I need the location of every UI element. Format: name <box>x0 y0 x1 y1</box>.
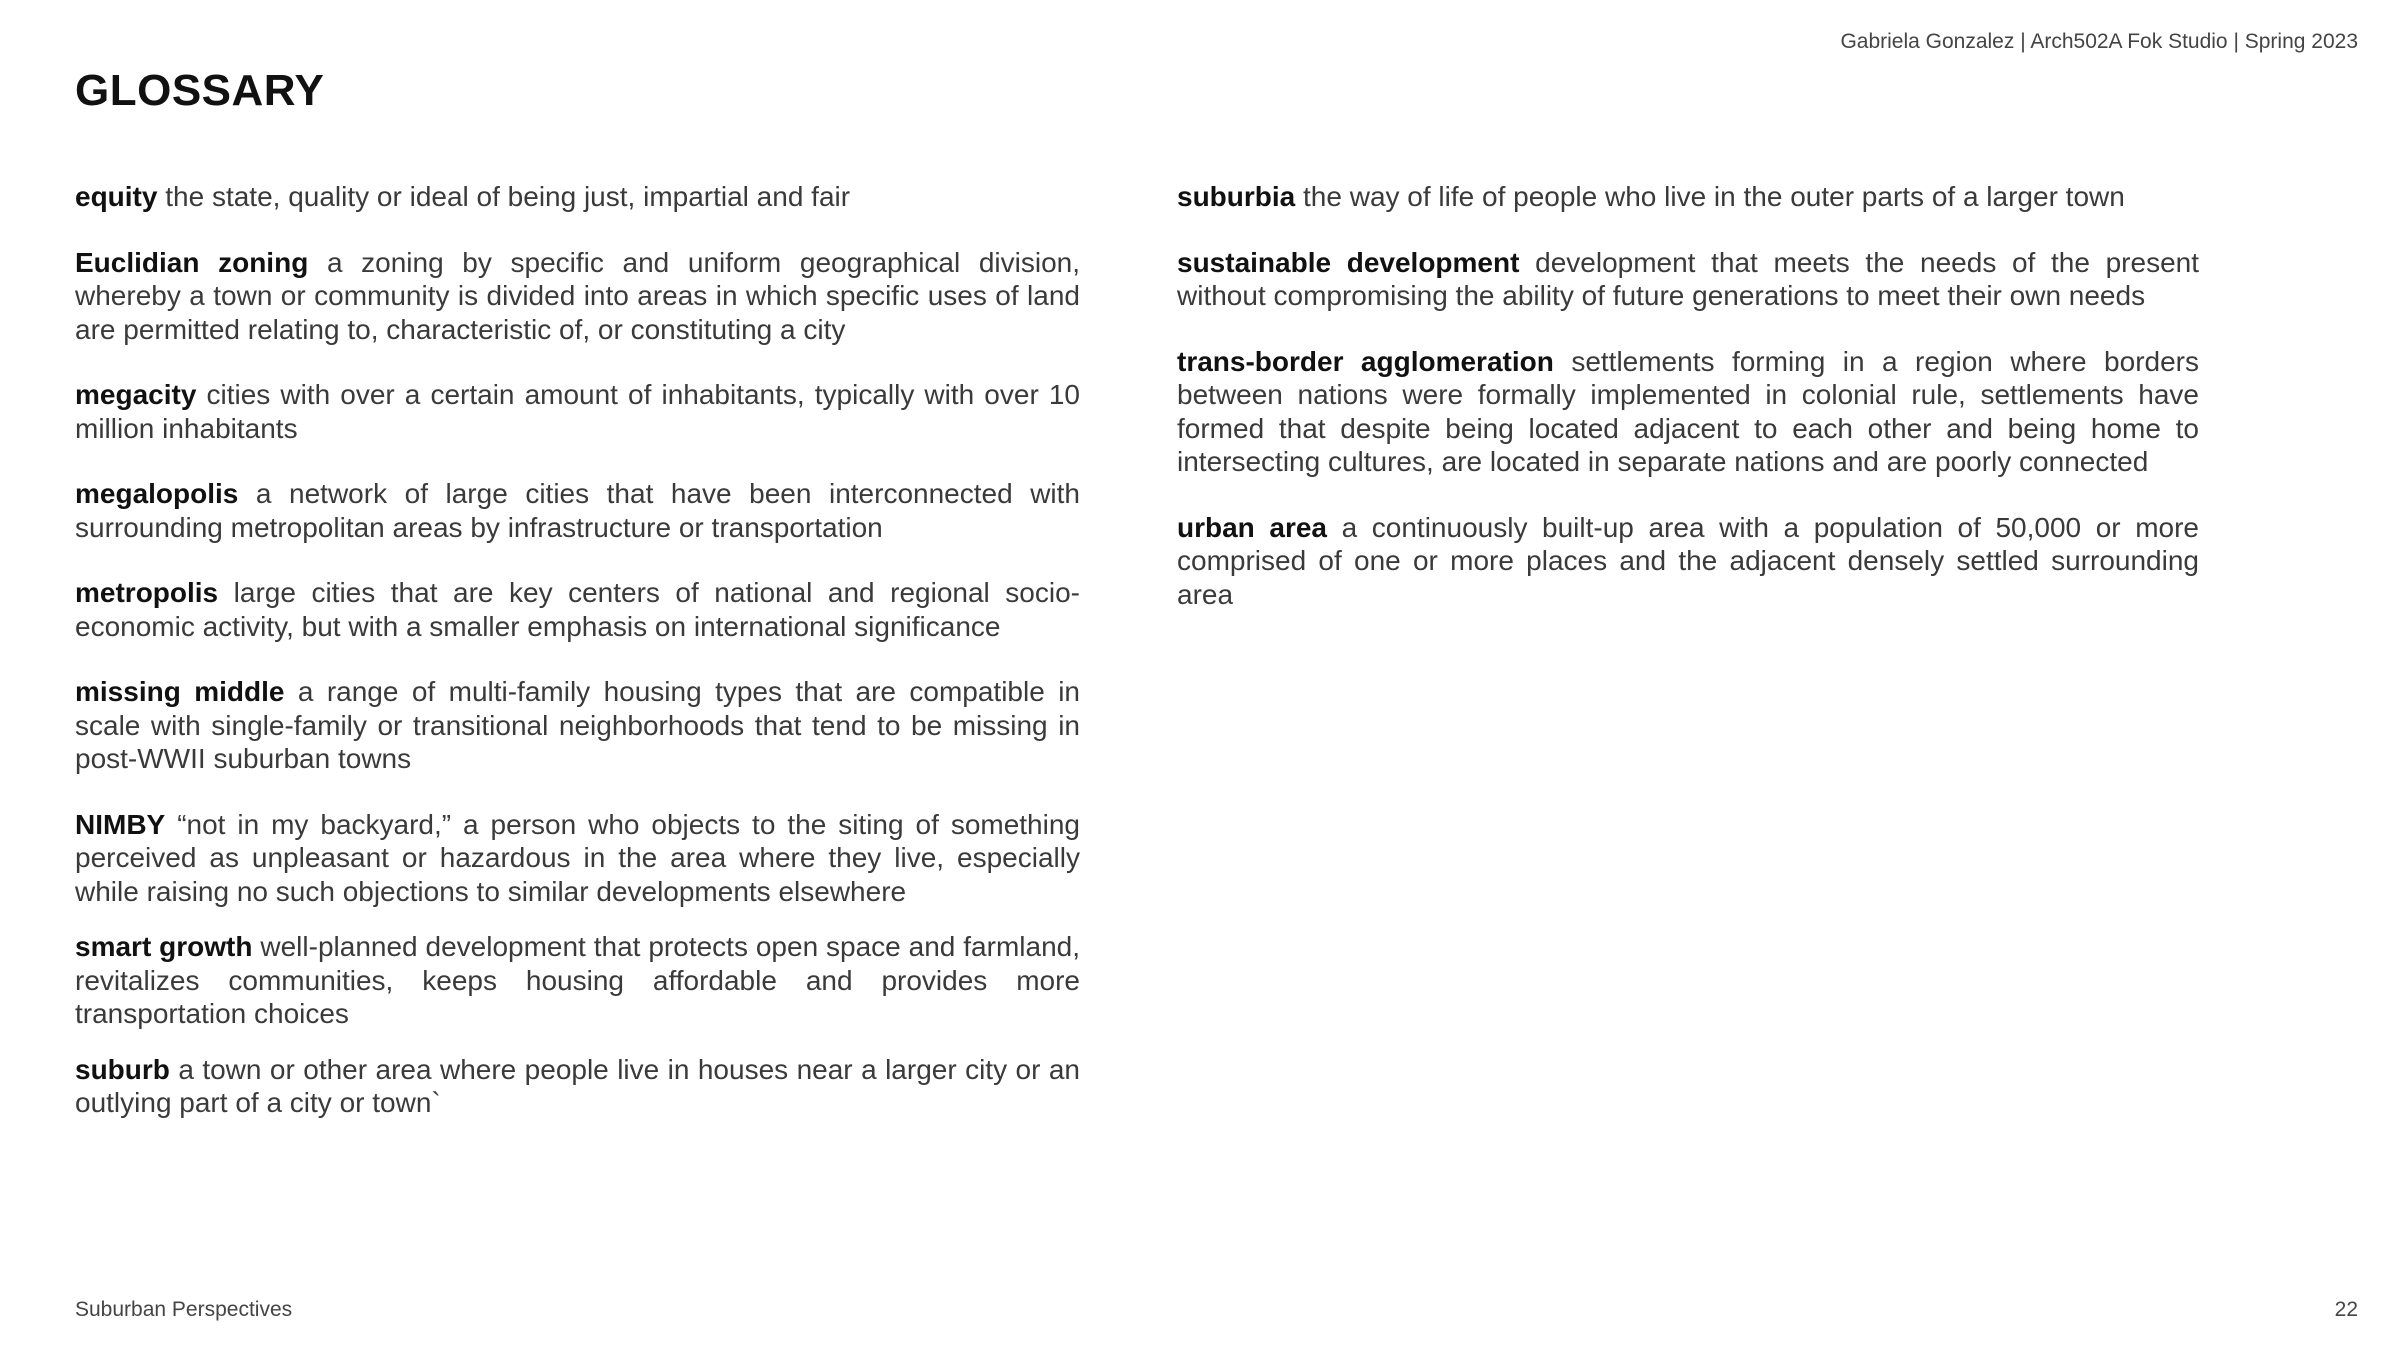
glossary-definition: the way of life of people who live in the outer parts of a larger town <box>1303 181 2125 212</box>
glossary-term: trans-border agglomeration <box>1177 345 1554 377</box>
glossary-entry-missing-middle <box>75 675 1080 776</box>
glossary-term: smart growth <box>75 931 253 962</box>
glossary-term: urban area <box>1177 511 1327 543</box>
glossary-entry-euclidian-zoning <box>75 246 1080 347</box>
glossary-definition: the state, quality or ideal of being just, impartial and fair <box>165 181 851 212</box>
header-credit: Gabriela Gonzalez | Arch502A Fok Studio | Spring 2023 <box>1840 30 2358 53</box>
glossary-definition: settlements forming in a region where borders between nations were formally implemented in colonial rule, settlements have formed that despite being located adjacent to each other and being home to intersecting cultures, are located in separate nations and are poorly connected <box>1177 345 2199 477</box>
glossary-definition: well-planned development that protects open space and farmland, revitalizes communities, keeps housing affordable and provides more transportation choices <box>75 931 1080 1029</box>
glossary-definition: “not in my backyard,” a person who objects to the siting of something perceived as unpleasant or hazardous in the area where they live, especially while raising no such objections to similar developments elsewhere <box>75 808 1080 907</box>
glossary-entry-sustainable-development <box>1177 246 2199 313</box>
glossary-term: metropolis <box>75 577 219 608</box>
glossary-term: suburbia <box>1177 181 1296 212</box>
glossary-right-column <box>1177 180 2199 643</box>
glossary-entry-smart-growth <box>75 930 1080 1031</box>
glossary-term: Euclidian zoning <box>75 246 309 278</box>
glossary-left-column <box>75 180 1080 1152</box>
glossary-entry-suburbia <box>1177 180 2199 214</box>
glossary-entry-megalopolis <box>75 477 1080 544</box>
glossary-entry-megacity <box>75 378 1080 445</box>
glossary-definition: large cities that are key centers of national and regional socio-economic activity, but with a smaller emphasis on international significance <box>75 577 1080 642</box>
glossary-definition: cities with over a certain amount of inhabitants, typically with over 10 million inhabitants <box>75 379 1080 444</box>
glossary-definition: a zoning by specific and uniform geographical division, whereby a town or community is divided into areas in which specific uses of land are permitted relating to, characteristic of, or constituting a city <box>75 246 1081 345</box>
footer-section-title: Suburban Perspectives <box>75 1298 293 1321</box>
glossary-term: suburb <box>75 1053 170 1085</box>
glossary-term: NIMBY <box>75 808 166 840</box>
glossary-entry-nimby <box>75 808 1080 909</box>
glossary-term: megacity <box>75 379 197 410</box>
glossary-term: equity <box>75 181 158 212</box>
glossary-definition: development that meets the needs of the present without compromising the ability of future generations to meet their own needs <box>1177 246 2200 311</box>
glossary-term: missing middle <box>75 676 285 707</box>
glossary-entry-suburb <box>75 1053 1080 1120</box>
glossary-entry-trans-border-agglomeration <box>1177 345 2199 479</box>
glossary-definition: a range of multi-family housing types that are compatible in scale with single-family or transitional neighborhoods that tend to be missing in post-WWII suburban towns <box>75 676 1080 774</box>
glossary-entry-metropolis <box>75 576 1080 643</box>
glossary-entry-urban-area <box>1177 511 2199 612</box>
page-number: 22 <box>2334 1298 2358 1321</box>
page-title: GLOSSARY <box>75 66 325 115</box>
glossary-definition: a town or other area where people live in houses near a larger city or an outlying part of a city or town` <box>75 1053 1081 1118</box>
glossary-term: megalopolis <box>75 478 239 509</box>
glossary-term: sustainable development <box>1177 246 1520 278</box>
glossary-definition: a continuously built-up area with a population of 50,000 or more comprised of one or more places and the adjacent densely settled surrounding area <box>1177 511 2200 610</box>
glossary-entry-equity <box>75 180 1080 214</box>
glossary-definition: a network of large cities that have been interconnected with surrounding metropolitan areas by infrastructure or transportation <box>75 478 1081 543</box>
